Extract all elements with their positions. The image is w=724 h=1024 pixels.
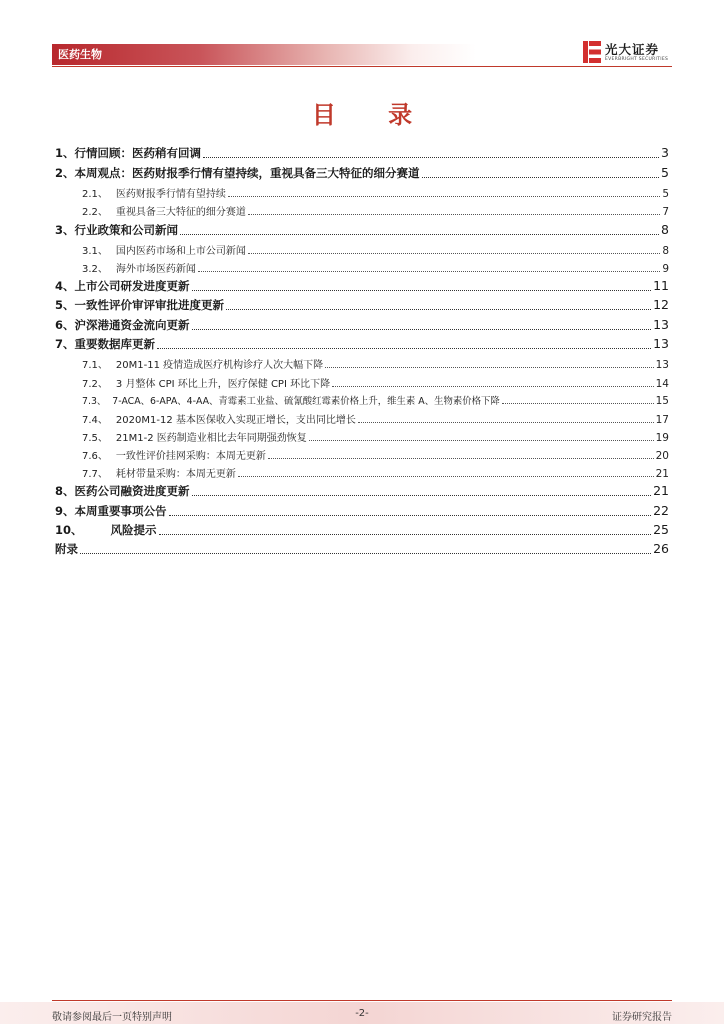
toc-leader-dots <box>198 271 660 272</box>
toc-leader-dots <box>180 234 659 235</box>
toc-leader-dots <box>268 458 654 459</box>
toc-entry-number: 3.2、 <box>82 264 108 275</box>
toc-entry-7-1[interactable] <box>82 356 669 371</box>
toc-entry-7-3[interactable] <box>82 393 669 407</box>
toc-entry-title: 附录 <box>55 542 78 556</box>
toc-entry-number: 9、 <box>55 504 75 518</box>
toc-entry-page: 9 <box>662 263 669 275</box>
toc-entry-3-1[interactable] <box>82 242 669 257</box>
toc-leader-dots <box>502 403 654 404</box>
toc-leader-dots <box>157 348 651 349</box>
toc-entry-title: 2020M1-12 基本医保收入实现正增长，支出同比增长 <box>115 415 356 426</box>
logo-name: 光大证券 <box>605 42 660 57</box>
toc-entry-page: 15 <box>655 395 669 407</box>
toc-entry-page: 14 <box>655 378 669 390</box>
toc-leader-dots <box>192 495 652 496</box>
toc-entry-7[interactable] <box>55 336 669 352</box>
toc-entry-title: 21M1-2 医药制造业相比去年同期强劲恢复 <box>115 433 307 444</box>
toc-entry-page: 3 <box>661 145 669 160</box>
footer-page-number: -2- <box>355 1008 369 1019</box>
toc-entry-number: 7.7、 <box>82 469 108 480</box>
toc-leader-dots <box>169 515 652 516</box>
toc-leader-dots <box>192 290 652 291</box>
logo-mark-icon <box>583 41 601 63</box>
toc-entry-number: 3、 <box>55 223 75 237</box>
toc-entry-number: 5、 <box>55 298 75 312</box>
toc-entry-number: 7.2、 <box>82 379 108 390</box>
toc-entry-title: 本周重要事项公告 <box>74 504 167 518</box>
toc-entry-page: 26 <box>653 541 669 556</box>
toc-entry-title: 一致性评价挂网采购：本周无更新 <box>115 451 266 462</box>
toc-entry-7-4[interactable] <box>82 411 669 426</box>
toc-entry-page: 11 <box>653 278 669 293</box>
toc-title: 目 录 <box>311 101 435 129</box>
toc-entry-7-6[interactable] <box>82 447 669 462</box>
toc-leader-dots <box>238 476 654 477</box>
toc-entry-3[interactable] <box>55 222 669 238</box>
toc-entry-title: 本周观点：医药财报季行情有望持续，重视具备三大特征的细分赛道 <box>74 166 420 180</box>
toc-entry-number: 7.1、 <box>82 360 108 371</box>
toc-entry-title: 医药财报季行情有望持续 <box>115 189 226 200</box>
toc-entry-title: 国内医药市场和上市公司新闻 <box>115 246 246 257</box>
toc-entry-1[interactable] <box>55 145 669 161</box>
company-logo <box>583 40 673 66</box>
toc-entry-appendix[interactable] <box>55 541 669 557</box>
toc-entry-page: 21 <box>653 483 669 498</box>
header-divider <box>52 66 672 67</box>
toc-entry-title: 3 月整体 CPI 环比上升，医疗保健 CPI 环比下降 <box>115 379 331 390</box>
toc-entry-number: 7.5、 <box>82 433 108 444</box>
toc-entry-page: 17 <box>655 414 669 426</box>
toc-leader-dots <box>325 367 653 368</box>
toc-entry-page: 19 <box>655 432 669 444</box>
toc-entry-page: 20 <box>655 450 669 462</box>
toc-entry-title: 重视具备三大特征的细分赛道 <box>115 207 246 218</box>
toc-entry-title: 风险提示 <box>110 523 157 537</box>
toc-entry-title: 沪深港通资金流向更新 <box>74 318 190 332</box>
toc-entry-9[interactable] <box>55 503 669 519</box>
toc-entry-number: 1、 <box>55 146 75 160</box>
toc-entry-page: 22 <box>653 503 669 518</box>
toc-entry-4[interactable] <box>55 278 669 294</box>
toc-leader-dots <box>192 329 652 330</box>
toc-entry-page: 13 <box>655 359 669 371</box>
footer-divider <box>52 1000 672 1001</box>
toc-entry-title: 海外市场医药新闻 <box>115 264 196 275</box>
toc-entry-page: 21 <box>655 468 669 480</box>
toc-entry-title: 一致性评价审评审批进度更新 <box>74 298 225 312</box>
toc-entry-page: 8 <box>662 245 669 257</box>
header-band <box>52 44 476 65</box>
toc-entry-title: 20M1-11 疫情造成医疗机构诊疗人次大幅下降 <box>115 360 324 371</box>
toc-entry-number: 7、 <box>55 337 75 351</box>
toc-leader-dots <box>228 196 660 197</box>
toc-entry-6[interactable] <box>55 317 669 333</box>
toc-leader-dots <box>80 553 651 554</box>
toc-entry-title: 行情回顾：医药稍有回调 <box>74 146 202 160</box>
toc-entry-page: 7 <box>662 206 669 218</box>
footer-report-type: 证券研究报告 <box>612 1012 672 1023</box>
toc-entry-title: 医药公司融资进度更新 <box>74 484 190 498</box>
toc-leader-dots <box>358 422 654 423</box>
toc-entry-number: 7.3、 <box>82 396 107 407</box>
header-section-label: 医药生物 <box>58 48 102 61</box>
toc-entry-page: 25 <box>653 522 669 537</box>
toc-entry-number: 7.4、 <box>82 415 108 426</box>
toc-entry-7-5[interactable] <box>82 429 669 444</box>
toc-entry-10[interactable] <box>55 522 669 538</box>
toc-entry-number: 8、 <box>55 484 75 498</box>
toc-leader-dots <box>203 157 659 158</box>
toc-entry-page: 13 <box>653 317 669 332</box>
toc-entry-page: 5 <box>661 165 669 180</box>
toc-entry-title: 耗材带量采购：本周无更新 <box>115 469 236 480</box>
toc-entry-page: 8 <box>661 222 669 237</box>
toc-entry-number: 4、 <box>55 279 75 293</box>
toc-leader-dots <box>248 214 660 215</box>
toc-entry-number: 3.1、 <box>82 246 108 257</box>
logo-english-name: EVERBRIGHT SECURITIES <box>605 57 669 62</box>
toc-entry-page: 12 <box>653 297 669 312</box>
toc-entry-title: 重要数据库更新 <box>74 337 156 351</box>
toc-entry-number: 2、 <box>55 166 75 180</box>
toc-entry-7-2[interactable] <box>82 375 669 390</box>
toc-leader-dots <box>248 253 660 254</box>
toc-entry-title: 7-ACA、6-APA、4-AA、青霉素工业盐、硫氰酸红霉素价格上升，维生素 A、生物素价格下降 <box>112 396 500 407</box>
toc-entry-number: 7.6、 <box>82 451 108 462</box>
toc-entry-title: 行业政策和公司新闻 <box>74 223 179 237</box>
toc-entry-7-7[interactable] <box>82 465 669 480</box>
toc-leader-dots <box>309 440 654 441</box>
toc-entry-2[interactable] <box>55 165 669 181</box>
toc-entry-2-1[interactable] <box>82 185 669 200</box>
footer-disclaimer-note: 敬请参阅最后一页特别声明 <box>52 1012 172 1023</box>
toc-entry-5[interactable] <box>55 297 669 313</box>
toc-entry-number: 2.1、 <box>82 189 108 200</box>
toc-entry-number: 6、 <box>55 318 75 332</box>
toc-entry-title: 上市公司研发进度更新 <box>74 279 190 293</box>
toc-entry-number: 10、 <box>55 523 83 537</box>
toc-leader-dots <box>226 309 651 310</box>
toc-entry-page: 5 <box>662 188 669 200</box>
toc-entry-page: 13 <box>653 336 669 351</box>
toc-entry-3-2[interactable] <box>82 260 669 275</box>
toc-entry-8[interactable] <box>55 483 669 499</box>
toc-leader-dots <box>332 386 654 387</box>
toc-entry-number: 2.2、 <box>82 207 108 218</box>
toc-entry-2-2[interactable] <box>82 203 669 218</box>
toc-leader-dots <box>422 177 660 178</box>
toc-leader-dots <box>159 534 652 535</box>
